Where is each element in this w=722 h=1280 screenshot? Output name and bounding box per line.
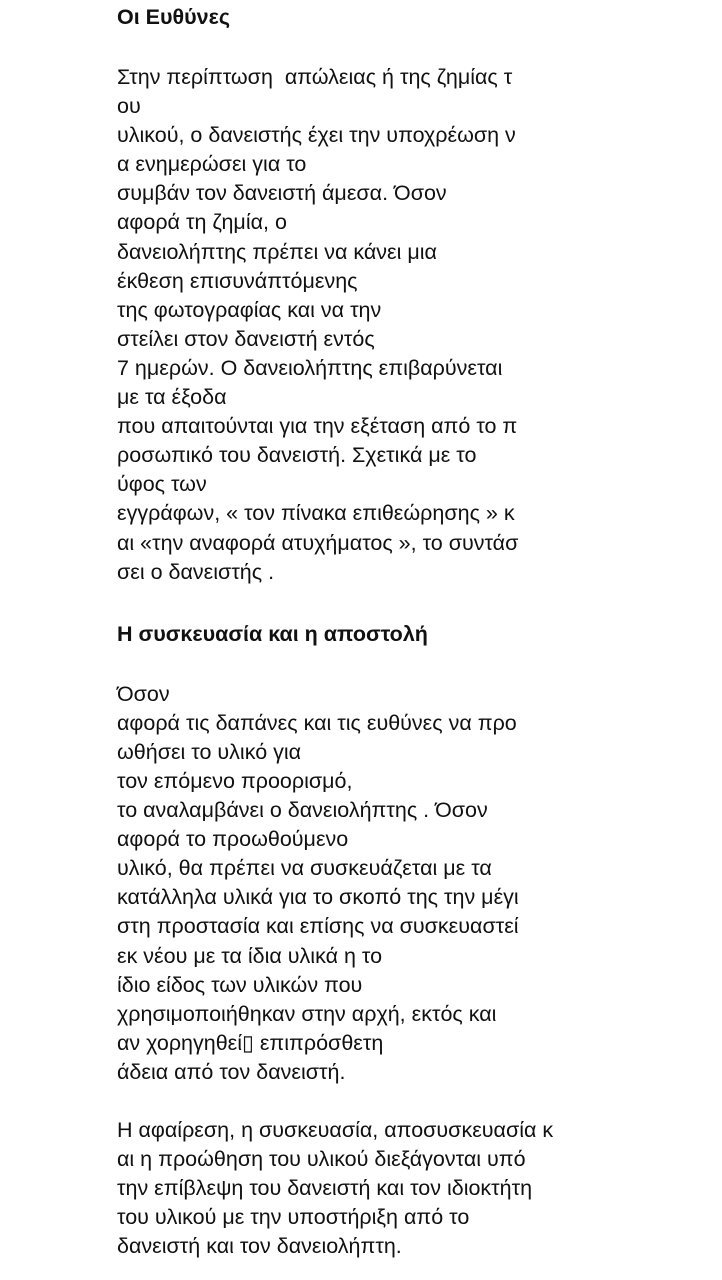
text-line: αν χορηγηθεί▯ επιπρόσθετη — [117, 1030, 384, 1055]
text-line: ύφος των — [117, 472, 207, 497]
text-line: αφορά τις δαπάνες και τις ευθύνες να προ — [117, 710, 517, 735]
text-line: με τα έξοδα — [117, 385, 227, 410]
text-line: στη προστασία και επίσης να συσκευαστεί — [117, 914, 519, 939]
text-line: δανειολήπτης πρέπει να κάνει μια — [117, 239, 437, 264]
text-line: εγγράφων, « τον πίνακα επιθεώρησης » κ — [117, 501, 515, 526]
text-line: αι η προώθηση του υλικού διεξάγονται υπό — [117, 1147, 526, 1172]
text-line: εκ νέου με τα ίδια υλικά η το — [117, 943, 383, 968]
text-line: χρησιμοποιήθηκαν στην αρχή, εκτός και — [117, 1001, 497, 1026]
text-line: το αναλαμβάνει ο δανειολήπτης . Όσον — [117, 798, 488, 823]
text-line: α ενημερώσει για το — [117, 152, 307, 177]
paragraph-packaging — [117, 680, 722, 1087]
text-line: Στην περίπτωση απώλειας ή της ζημίας τ — [117, 65, 513, 89]
text-line: ωθήσει το υλικό για — [117, 739, 302, 764]
text-line: της φωτογραφίας και να την — [117, 297, 382, 322]
text-line: ου — [117, 94, 141, 119]
text-line: του υλικού με την υποστήριξη από το — [117, 1205, 470, 1230]
text-line: αι «την αναφορά ατυχήματος », το συντάσ — [117, 530, 519, 555]
text-line: αφορά τη ζημία, ο — [117, 210, 287, 235]
text-line: Όσον — [117, 681, 170, 706]
paragraph-responsibilities — [117, 63, 722, 587]
text-line: υλικό, θα πρέπει να συσκευάζεται με τα — [117, 856, 492, 881]
paragraph-supervision — [117, 1116, 722, 1261]
text-line: έκθεση επισυνάπτόμενης — [117, 268, 358, 293]
text-line: τον επόμενο προορισμό, — [117, 768, 353, 793]
text-line: Η αφαίρεση, η συσκευασία, αποσυσκευασία κ — [117, 1118, 554, 1142]
text-line: 7 ημερών. Ο δανειολήπτης επιβαρύνεται — [117, 355, 503, 380]
text-line: ροσωπικό του δανειστή. Σχετικά με το — [117, 443, 477, 468]
text-line: δανειστή και τον δανειολήπτη. — [117, 1234, 402, 1259]
text-line: αφορά το προωθούμενο — [117, 827, 349, 852]
text-line: υλικού, ο δανειστής έχει την υποχρέωση ν — [117, 123, 516, 148]
section-heading-packaging-shipping: Η συσκευασία και η αποστολή — [117, 621, 428, 646]
text-line: στείλει στον δανειστή εντός — [117, 326, 375, 351]
text-line: ίδιο είδος των υλικών που — [117, 972, 363, 997]
text-line: σει ο δανειστής . — [117, 559, 275, 584]
text-line: κατάλληλα υλικά για το σκοπό της την μέγι — [117, 885, 519, 910]
text-line: άδεια από τον δανειστή. — [117, 1059, 346, 1084]
text-line: την επίβλεψη του δανειστή και τον ιδιοκτήτη — [117, 1176, 533, 1201]
section-heading-responsibilities: Οι Ευθύνες — [117, 5, 231, 29]
text-line: συμβάν τον δανειστή άμεσα. Όσον — [117, 181, 447, 206]
text-line: που απαιτούνται για την εξέταση από το π — [117, 414, 518, 439]
